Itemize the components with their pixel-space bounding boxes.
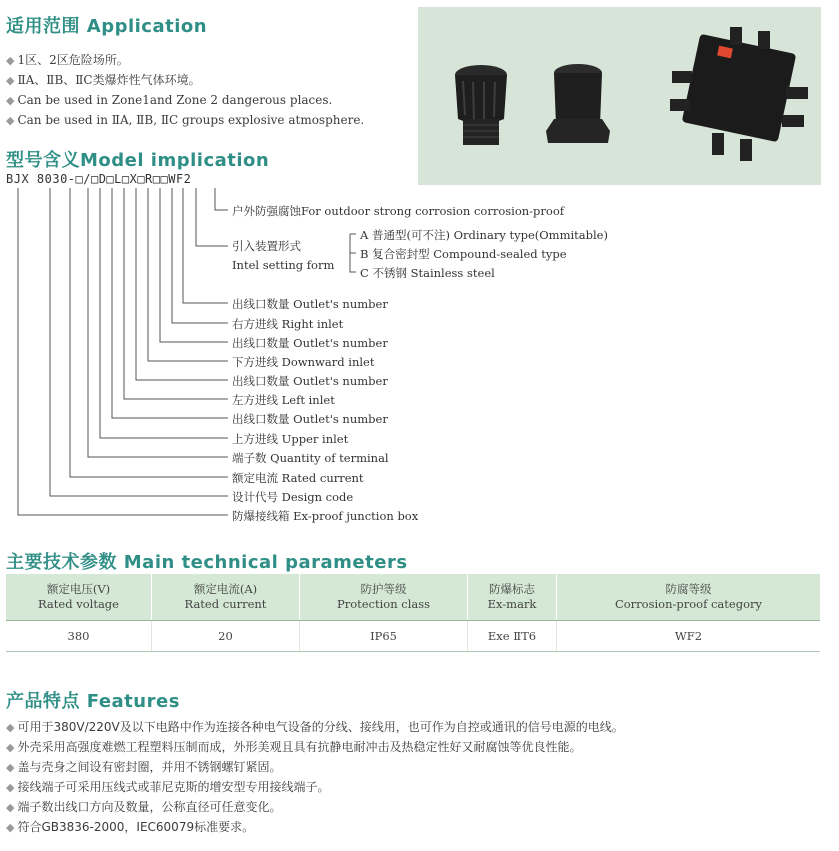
header-voltage: 额定电压(V) Rated voltage <box>6 574 151 621</box>
model-label: 防爆接线箱 Ex-proof junction box <box>232 509 419 523</box>
cell-current: 20 <box>151 621 299 652</box>
inlet-type-en: Intel setting form <box>232 258 335 272</box>
features-list <box>6 717 624 837</box>
inlet-option-a: A 普通型(可不注) Ordinary type(Ommitable) <box>360 228 608 242</box>
model-label: 出线口数量 Outlet's number <box>232 374 388 388</box>
model-code: BJX 8030-□/□D□L□X□R□□WF2 <box>6 172 192 186</box>
model-label: 端子数 Quantity of terminal <box>232 451 389 465</box>
model-label: 右方进线 Right inlet <box>232 317 344 331</box>
model-label: 出线口数量 Outlet's number <box>232 336 388 350</box>
features-title: 产品特点 Features <box>6 691 180 712</box>
list-item: ◆ 盖与壳身之间设有密封圈，并用不锈钢螺钉紧固。 <box>6 757 624 777</box>
table-header-row <box>6 574 820 621</box>
cell-protection: IP65 <box>300 621 468 652</box>
cell-exmark: Exe ⅡT6 <box>468 621 557 652</box>
model-title: 型号含义Model implication <box>6 150 270 171</box>
list-item: ◆ 接线端子可采用压线式或菲尼克斯的增安型专用接线端子。 <box>6 777 624 797</box>
header-current: 额定电流(A) Rated current <box>151 574 299 621</box>
model-label: 出线口数量 Outlet's number <box>232 412 388 426</box>
model-label: 上方进线 Upper inlet <box>232 432 349 446</box>
model-top-label: 户外防强腐蚀For outdoor strong corrosion corrosion-proof <box>232 204 564 218</box>
inlet-type-cn: 引入装置形式 <box>232 239 301 253</box>
params-title: 主要技术参数 Main technical parameters <box>6 552 408 573</box>
cell-corrosion: WF2 <box>556 621 820 652</box>
model-label: 出线口数量 Outlet's number <box>232 297 388 311</box>
list-item: ◆ Can be used in ⅡA, ⅡB, ⅡC groups explosive atmosphere. <box>6 110 364 130</box>
header-corrosion: 防腐等级 Corrosion-proof category <box>556 574 820 621</box>
header-protection: 防护等级 Protection class <box>300 574 468 621</box>
cell-voltage: 380 <box>6 621 151 652</box>
list-item: ◆ ⅡA、ⅡB、ⅡC类爆炸性气体环境。 <box>6 70 364 90</box>
list-item: ◆ Can be used in Zone1and Zone 2 dangerous places. <box>6 90 364 110</box>
params-table <box>6 574 820 652</box>
inlet-option-c: C 不锈钢 Stainless steel <box>360 266 495 280</box>
table-row <box>6 621 820 652</box>
list-item: ◆ 外壳采用高强度难燃工程塑料压制而成，外形美观且具有抗静电耐冲击及热稳定性好又耐腐蚀等优良性能。 <box>6 737 624 757</box>
list-item: ◆ 可用于380V/220V及以下电路中作为连接各种电气设备的分线、接线用，也可作为自控或通讯的信号电源的电线。 <box>6 717 624 737</box>
model-label: 左方进线 Left inlet <box>232 393 335 407</box>
model-label: 设计代号 Design code <box>232 490 354 504</box>
list-item: ◆ 1区、2区危险场所。 <box>6 50 364 70</box>
header-exmark: 防爆标志 Ex-mark <box>468 574 557 621</box>
model-label: 额定电流 Rated current <box>232 471 364 485</box>
inlet-option-b: B 复合密封型 Compound-sealed type <box>360 247 567 261</box>
list-item: ◆ 端子数出线口方向及数量，公称直径可任意变化。 <box>6 797 624 817</box>
model-label: 下方进线 Downward inlet <box>232 355 375 369</box>
list-item: ◆ 符合GB3836-2000，IEC60079标准要求。 <box>6 817 624 837</box>
application-title: 适用范围 Application <box>6 16 208 37</box>
